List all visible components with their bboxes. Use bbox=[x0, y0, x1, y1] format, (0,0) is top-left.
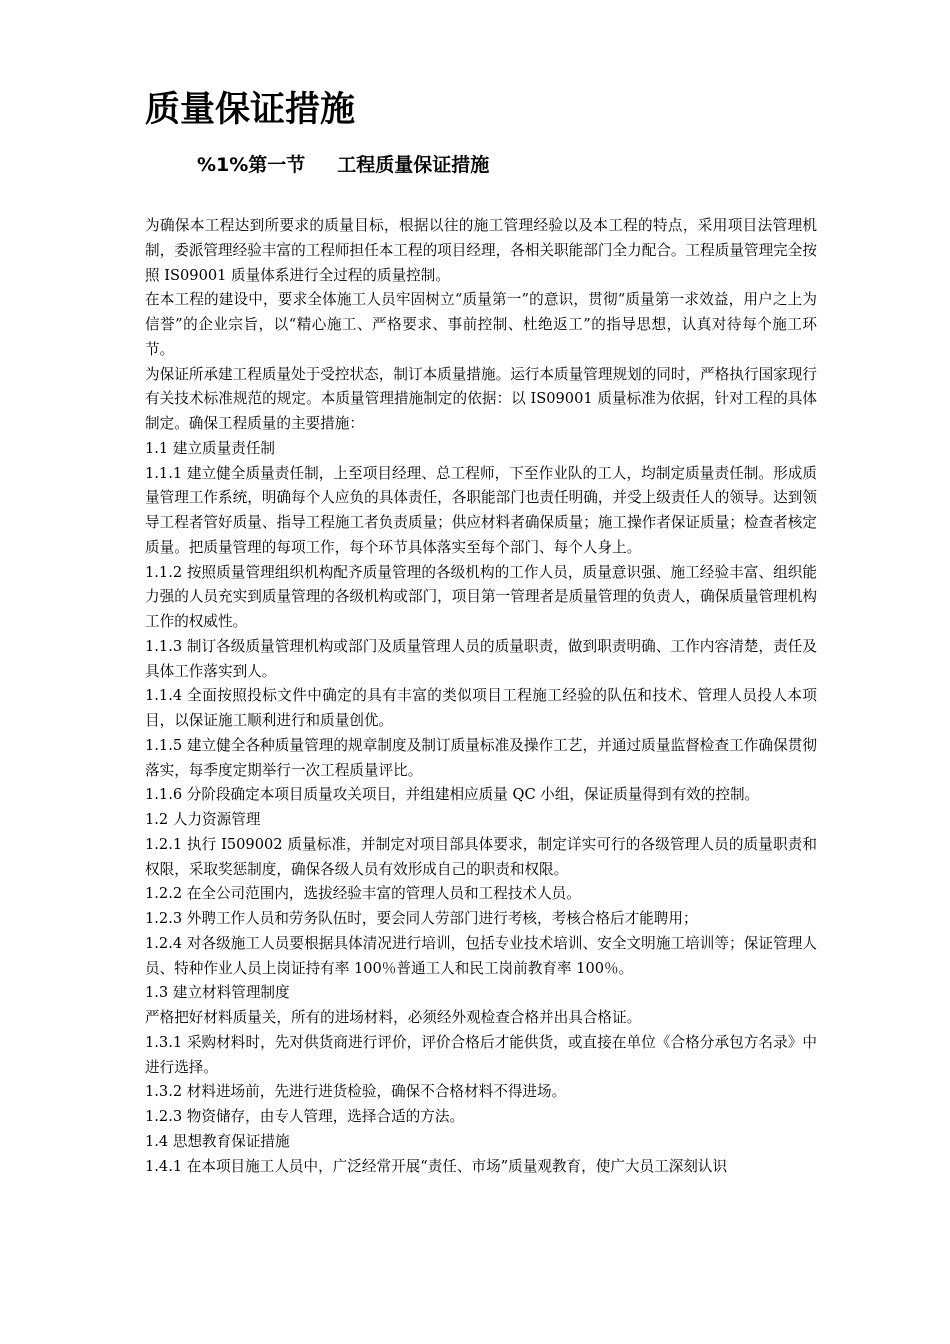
heading-1-1: 1.1 建立质量责任制 bbox=[145, 439, 276, 457]
paragraph-1-3-2: 1.3.2 材料进场前，先进行进货检验，确保不合格材料不得进场。 bbox=[145, 1083, 567, 1101]
section-number: %1%第一节 bbox=[197, 154, 306, 176]
paragraph-1-1-1: 1.1.1 建立健全质量责任制，上至项目经理、总工程师，下至作业队的工人，均制定质量责任制。形成质量管理工作系统，明确每个人应负的具体责任，各职能部门也责任明确，并受上级责任人的领导。达到领导工程者管好质量、指导工程施工者负责质量；供应材料者确保质量；施工操作者保证质量；检查者核定质量。把质量管理的每项工作，每个环节具体落实至每个部门、每个人身上。 bbox=[145, 464, 817, 556]
section-title: 工程质量保证措施 bbox=[337, 154, 490, 176]
document-title: 质量保证措施 bbox=[145, 90, 356, 130]
paragraph-storage: 1.2.3 物资储存，由专人管理，选择合适的方法。 bbox=[145, 1108, 465, 1125]
heading-1-2: 1.2 人力资源管理 bbox=[145, 811, 261, 828]
paragraph-controlled-state: 为保证所承建工程质量处于受控状态，制订本质量措施。运行本质量管理规划的同时，严格执行国家现行有关技术标准规范的规定。本质量管理措施制定的依据：以 IS09001 质量标准为依据，针对工程的具体制定。确保工程质量的主要措施： bbox=[145, 365, 817, 432]
paragraph-1-2-4: 1.2.4 对各级施工人员要根据具体清况进行培训，包括专业技术培训、安全文明施工培训等；保证管理人员、特种作业人员上岗证持有率 100％普通工人和民工岗前教育率 100％。 bbox=[145, 934, 817, 977]
paragraph-1-1-3: 1.1.3 制订各级质量管理机构或部门及质量管理人员的质量职责，做到职责明确、工作内容清楚，责任及具体工作落实到人。 bbox=[145, 637, 817, 680]
document-body bbox=[145, 214, 817, 1179]
paragraph-1-2-1: 1.2.1 执行 I509002 质量标准，并制定对项目部具体要求，制定详实可行的各级管理人员的质量职责和权限，采取奖惩制度，确保各级人员有效形成自己的职责和权限。 bbox=[145, 835, 817, 878]
heading-1-4: 1.4 思想教育保证措施 bbox=[145, 1132, 290, 1150]
paragraph-1-1-5: 1.1.5 建立健全各种质量管理的规章制度及制订质量标准及操作工艺，并通过质量监督检查工作确保贯彻落实，每季度定期举行一次工程质量评比。 bbox=[145, 736, 817, 779]
paragraph-1-4-1: 1.4.1 在本项目施工人员中，广泛经常开展“责任、市场”质量观教育，使广大员工深刻认识 bbox=[145, 1157, 728, 1175]
paragraph-intro-goal: 为确保本工程达到所要求的质量目标，根据以往的施工管理经验以及本工程的特点，采用项目法管理机制，委派管理经验丰富的工程师担任本工程的项目经理，各相关职能部门全力配合。工程质量管理完全按照 IS09001 质量体系进行全过程的质量控制。 bbox=[145, 217, 817, 284]
paragraph-1-1-6: 1.1.6 分阶段确定本项目质量攻关项目，并组建相应质量 QC 小组，保证质量得到有效的控制。 bbox=[145, 786, 760, 804]
paragraph-1-2-2: 1.2.2 在全公司范围内，选拔经验丰富的管理人员和工程技术人员。 bbox=[145, 885, 581, 903]
paragraph-1-1-2: 1.1.2 按照质量管理组织机构配齐质量管理的各级机构的工作人员，质量意识强、施工经验丰富、组织能力强的人员充实到质量管理的各级机构或部门，项目第一管理者是质量管理的负责人，确保质量管理机构工作的权威性。 bbox=[145, 563, 817, 630]
paragraph-1-3-1: 1.3.1 采购材料时，先对供货商进行评价，评价合格后才能供货，或直接在单位《合格分承包方名录》中进行选择。 bbox=[145, 1033, 817, 1076]
paragraph-1-1-4: 1.1.4 全面按照投标文件中确定的具有丰富的类似项目工程施工经验的队伍和技术、管理人员投人本项目，以保证施工顺利进行和质量创优。 bbox=[145, 687, 817, 729]
paragraph-quality-first: 在本工程的建设中，要求全体施工人员牢固树立“质量第一”的意识，贯彻“质量第一求效益，用户之上为信誉”的企业宗旨，以“精心施工、严格要求、事前控制、杜绝返工”的指导思想，认真对待每个施工环节。 bbox=[145, 291, 817, 358]
heading-1-3: 1.3 建立材料管理制度 bbox=[145, 984, 290, 1002]
paragraph-1-2-3: 1.2.3 外聘工作人员和劳务队伍时，要会同人劳部门进行考核，考核合格后才能聘用； bbox=[145, 910, 698, 927]
paragraph-material-quality: 严格把好材料质量关，所有的进场材料，必须经外观检查合格并出具合格证。 bbox=[145, 1009, 642, 1026]
section-heading bbox=[197, 151, 489, 179]
